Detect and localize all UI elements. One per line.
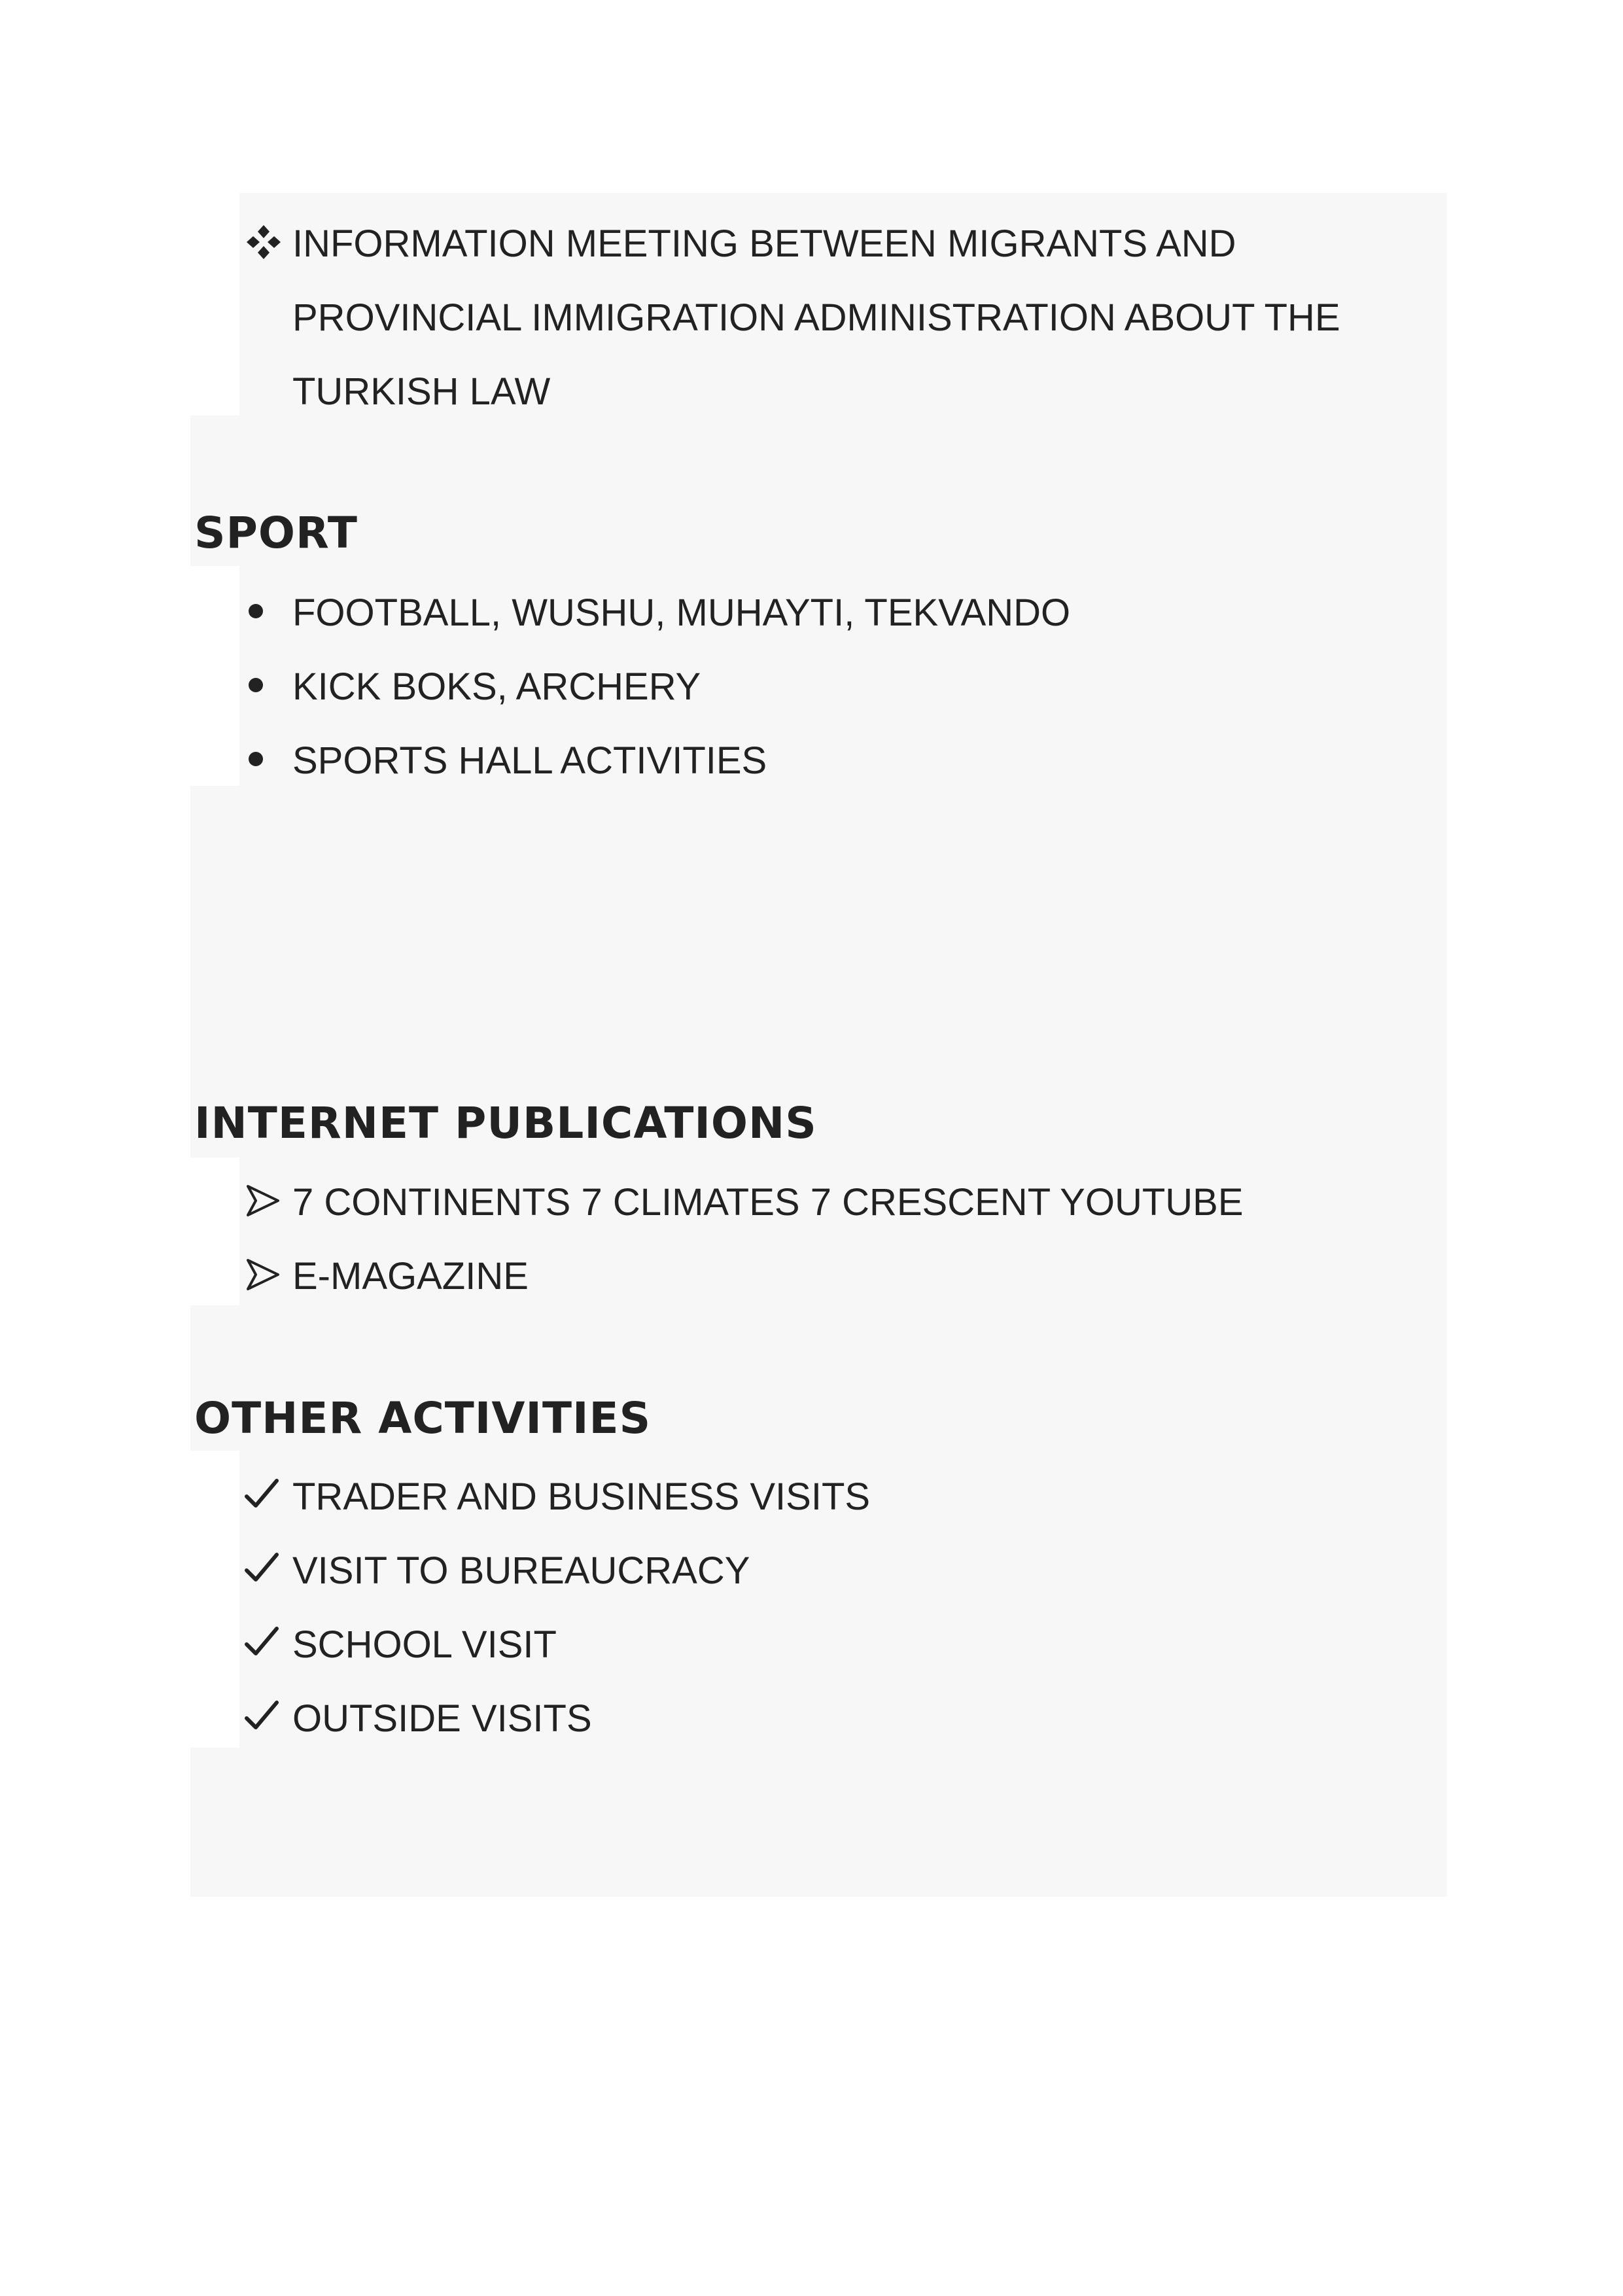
section-heading-internet-publications: INTERNET PUBLICATIONS: [194, 1098, 817, 1148]
section-heading-sport: SPORT: [194, 508, 358, 558]
bullet-dot-icon: [244, 592, 283, 631]
list-item-text: KICK BOKS, ARCHERY: [292, 665, 701, 708]
list-item-text: VISIT TO BUREAUCRACY: [292, 1549, 750, 1592]
shaded-region: [190, 1748, 1447, 1897]
list-item-text: FOOTBALL, WUSHU, MUHAYTI, TEKVANDO: [292, 592, 1071, 634]
list-item-text: 7 CONTINENTS 7 CLIMATES 7 CRESCENT YOUTUBE: [292, 1181, 1244, 1224]
checkmark-icon: [244, 1475, 283, 1515]
checkmark-icon: [244, 1623, 283, 1663]
checkmark-icon: [244, 1697, 283, 1737]
arrowhead-icon: [244, 1181, 283, 1220]
list-item-text: SPORTS HALL ACTIVITIES: [292, 739, 767, 782]
diamond-cluster-icon: [244, 222, 283, 262]
bullet-dot-icon: [244, 739, 283, 779]
list-item-text: INFORMATION MEETING BETWEEN MIGRANTS AND PROVINCIAL IMMIGRATION ADMINISTRATION ABOUT THE TURKISH LAW: [292, 222, 1340, 413]
list-item-text: TRADER AND BUSINESS VISITS: [292, 1475, 871, 1518]
list-item-text: SCHOOL VISIT: [292, 1623, 557, 1666]
list-item-text: E-MAGAZINE: [292, 1255, 529, 1298]
section-heading-other-activities: OTHER ACTIVITIES: [194, 1393, 652, 1443]
bullet-dot-icon: [244, 665, 283, 705]
checkmark-icon: [244, 1549, 283, 1589]
shaded-region: [190, 415, 1447, 566]
arrowhead-icon: [244, 1255, 283, 1294]
list-item-text: OUTSIDE VISITS: [292, 1697, 592, 1740]
